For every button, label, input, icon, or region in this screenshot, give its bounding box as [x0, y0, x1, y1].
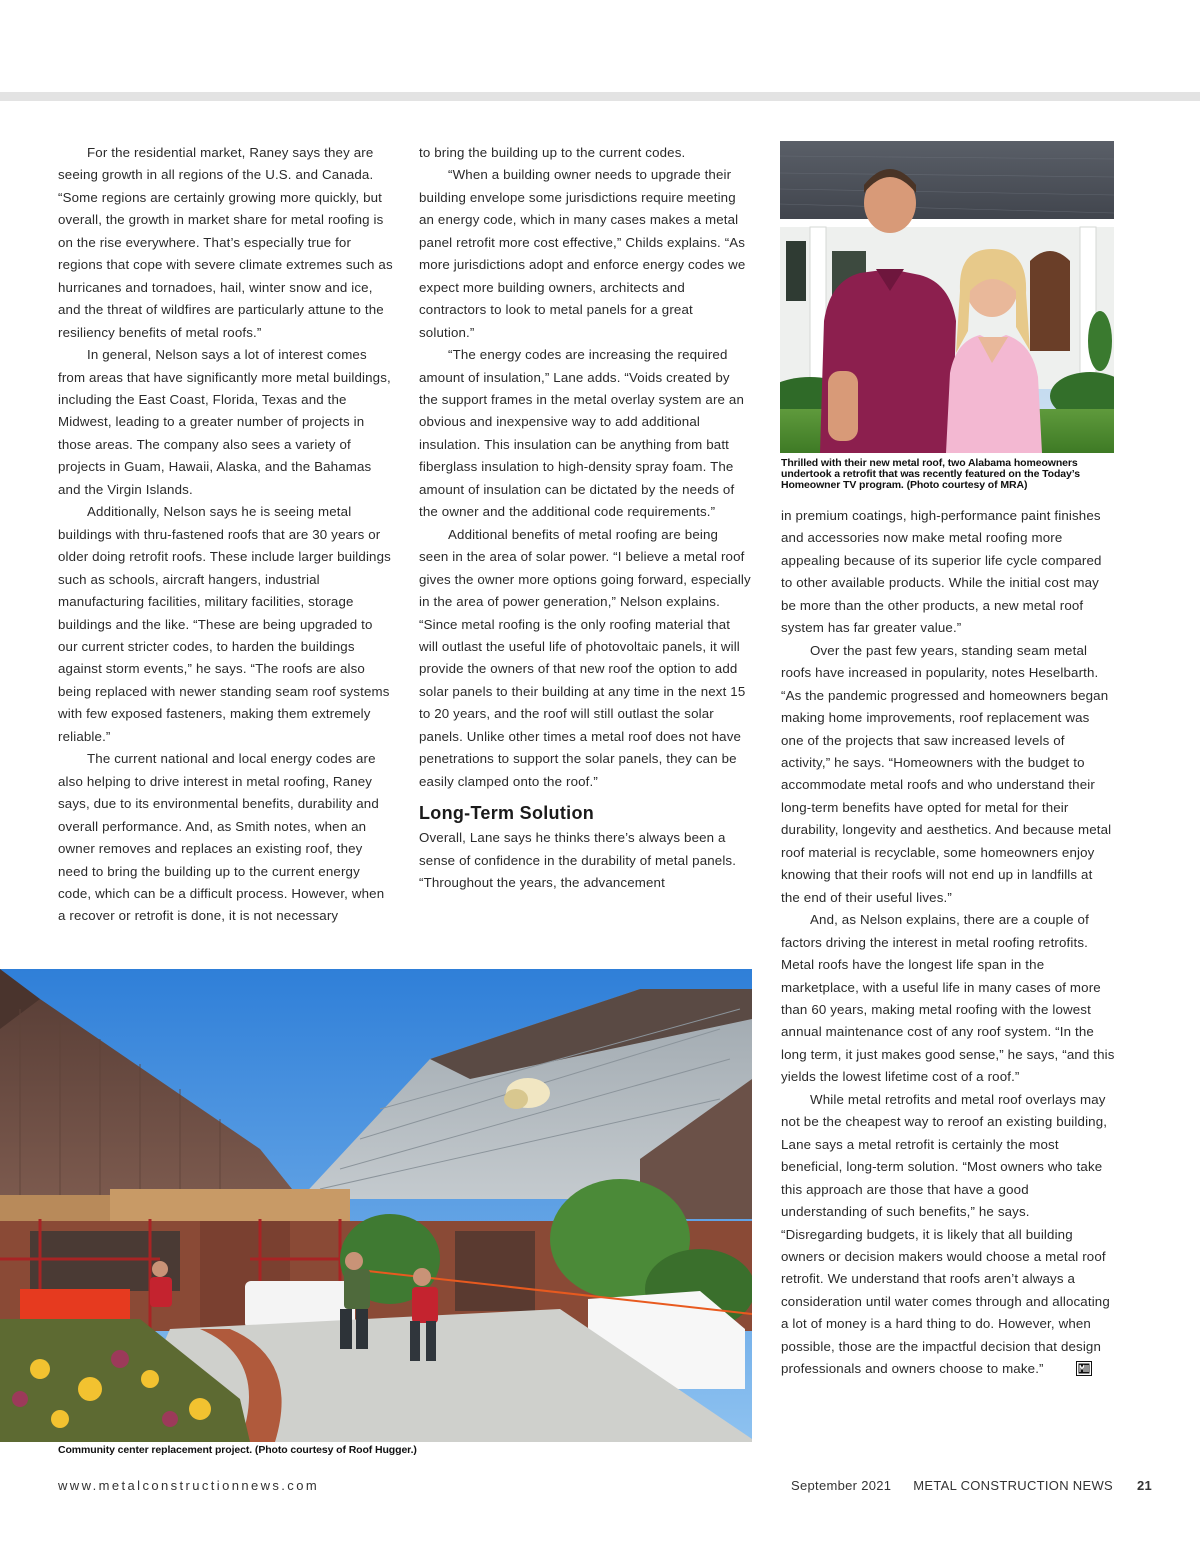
column-1: [58, 142, 394, 928]
footer-folio: [791, 1478, 1152, 1493]
paragraph: [781, 1089, 1115, 1384]
section-heading: Long-Term Solution: [419, 803, 595, 824]
paragraph: For the residential market, Raney says they are seeing growth in all regions of the U.S. and Canada. “Some regions are certainly growing more quickly, but overall, the growth in market share for metal roofing is on the rise everywhere. That’s especially true for regions that cope with severe climate extremes such as hurricanes and tornadoes, hail, winter snow and ice, and the threat of wildfires are particularly attune to the resiliency benefits of metal roofs.”: [58, 145, 393, 340]
paragraph: Additionally, Nelson says he is seeing metal buildings with thru-fastened roofs that are 30 years or older doing retrofit roofs. These include larger buildings such as schools, aircraft hangers, industrial manufacturing facilities, military facilities, storage buildings and the like. “These are being upgraded to our current stricter codes, to harden the buildings against storm events,” he says. “The roofs are also being replaced with newer standing seam roof systems with few exposed fasteners, making them extremely reliable.”: [58, 504, 391, 744]
issue-date: September 2021: [791, 1478, 892, 1493]
paragraph: Additional benefits of metal roofing are being seen in the area of solar power. “I believe a metal roof gives the owner more options going forward, especially in the area of power generation,” Nelson explains. “Since metal roofing is the only roofing material that will outlast the useful life of photovoltaic panels, it will provide the owners of that new roof the option to add solar panels to their building at any time in the next 15 to 20 years, and the roof will still outlast the solar panels. Unlike other times a metal roof does not have penetrations to support the solar panels, they can be easily clamped onto the roof.”: [419, 526, 751, 789]
header-band: [0, 92, 1200, 101]
mcn-endmark-icon: [1047, 1361, 1092, 1383]
column-3: [781, 505, 1115, 1384]
photo-caption: Community center replacement project. (Photo courtesy of Roof Hugger.): [58, 1444, 417, 1456]
paragraph: The current national and local energy codes are also helping to drive interest in metal roofing, Raney says, due to its environmental benefits, durability and overall performance. And, as Smith notes, when an owner removes and replaces an existing roof, they need to bring the building up to the current energy code, which can be a difficult process. However, when a recover or retrofit is done, it is not necessary: [58, 751, 385, 924]
paragraph: “The energy codes are increasing the required amount of insulation,” Lane adds. “Voids created by the support frames in the metal overlay system are an obvious and inexpensive way to add additional insulation. This insulation can be anything from batt fiberglass insulation to high-density spray foam. The amount of insulation can be dictated by the needs of the owner and the additional code requirements.”: [419, 347, 745, 520]
magazine-name: METAL CONSTRUCTION NEWS: [913, 1478, 1114, 1493]
paragraph: And, as Nelson explains, there are a couple of factors driving the interest in metal roofing retrofits. Metal roofs have the longest life span in the marketplace, with a useful life in many cases of more than 60 years, making metal roofing with the lowest annual maintenance cost of any roof system. “In the long term, it just makes good sense,” he says, “and this yields the lowest lifetime cost of a roof.”: [781, 912, 1115, 1085]
paragraph: “When a building owner needs to upgrade their building envelope some jurisdictions require meeting an energy code, which in many cases makes a metal panel retrofit more cost effective,” Childs explains. “As more jurisdictions adopt and enforce energy codes we expect more building owners, architects and contractors to look to metal panels for a great solution.”: [419, 167, 746, 340]
paragraph: Overall, Lane says he thinks there’s always been a sense of confidence in the durability of metal panels. “Throughout the years, the advancement: [419, 830, 737, 891]
paragraph: in premium coatings, high-performance paint finishes and accessories now make metal roofing more appealing because of its superior life cycle compared to other available products. While the initial cost may be more than the other products, a new metal roof system has far greater value.”: [781, 508, 1102, 636]
footer-url: www.metalconstructionnews.com: [58, 1478, 320, 1493]
homeowners-photo: [780, 141, 1114, 453]
column-2: [419, 142, 751, 895]
photo-caption: Thrilled with their new metal roof, two Alabama homeowners undertook a retrofit that was recently featured on the Today’s Homeowner TV program. (Photo courtesy of MRA): [781, 457, 1080, 491]
paragraph: Over the past few years, standing seam metal roofs have increased in popularity, notes Heselbarth. “As the pandemic progressed and homeowners began making home improvements, roof replacement was one of the projects that saw increased levels of activity,” he says. “Homeowners with the budget to accommodate metal roofs and who understand their long-term benefits have opted for metal for their durability, longevity and aesthetics. And because metal roof material is recyclable, some homeowners enjoy knowing that their roofs will not end up in landfills at the end of their useful lives.”: [781, 642, 1112, 905]
paragraph-text: While metal retrofits and metal roof overlays may not be the cheapest way to reroof an existing building, Lane says a metal retrofit is certainly the most beneficial, long-term solution. “Most owners who take this approach are those that have a good understanding of such benefits,” he says. “Disregarding budgets, it is likely that all building owners or decision makers would choose a metal roof retrofit. We understand that roofs aren’t always a consideration until water comes through and allocating a lot of money is a hard thing to do. However, when possible, those are the impactful decision that design professionals and owners choose to make.”: [781, 1091, 1110, 1377]
community-center-photo: [0, 969, 752, 1442]
paragraph: In general, Nelson says a lot of interest comes from areas that have significantly more metal buildings, including the East Coast, Florida, Texas and the Midwest, leading to a greater number of projects in those areas. The company also sees a variety of projects in Guam, Hawaii, Alaska, and the Bahamas and the Virgin Islands.: [58, 347, 391, 497]
paragraph: to bring the building up to the current codes.: [419, 145, 686, 160]
page-number: 21: [1136, 1478, 1152, 1493]
